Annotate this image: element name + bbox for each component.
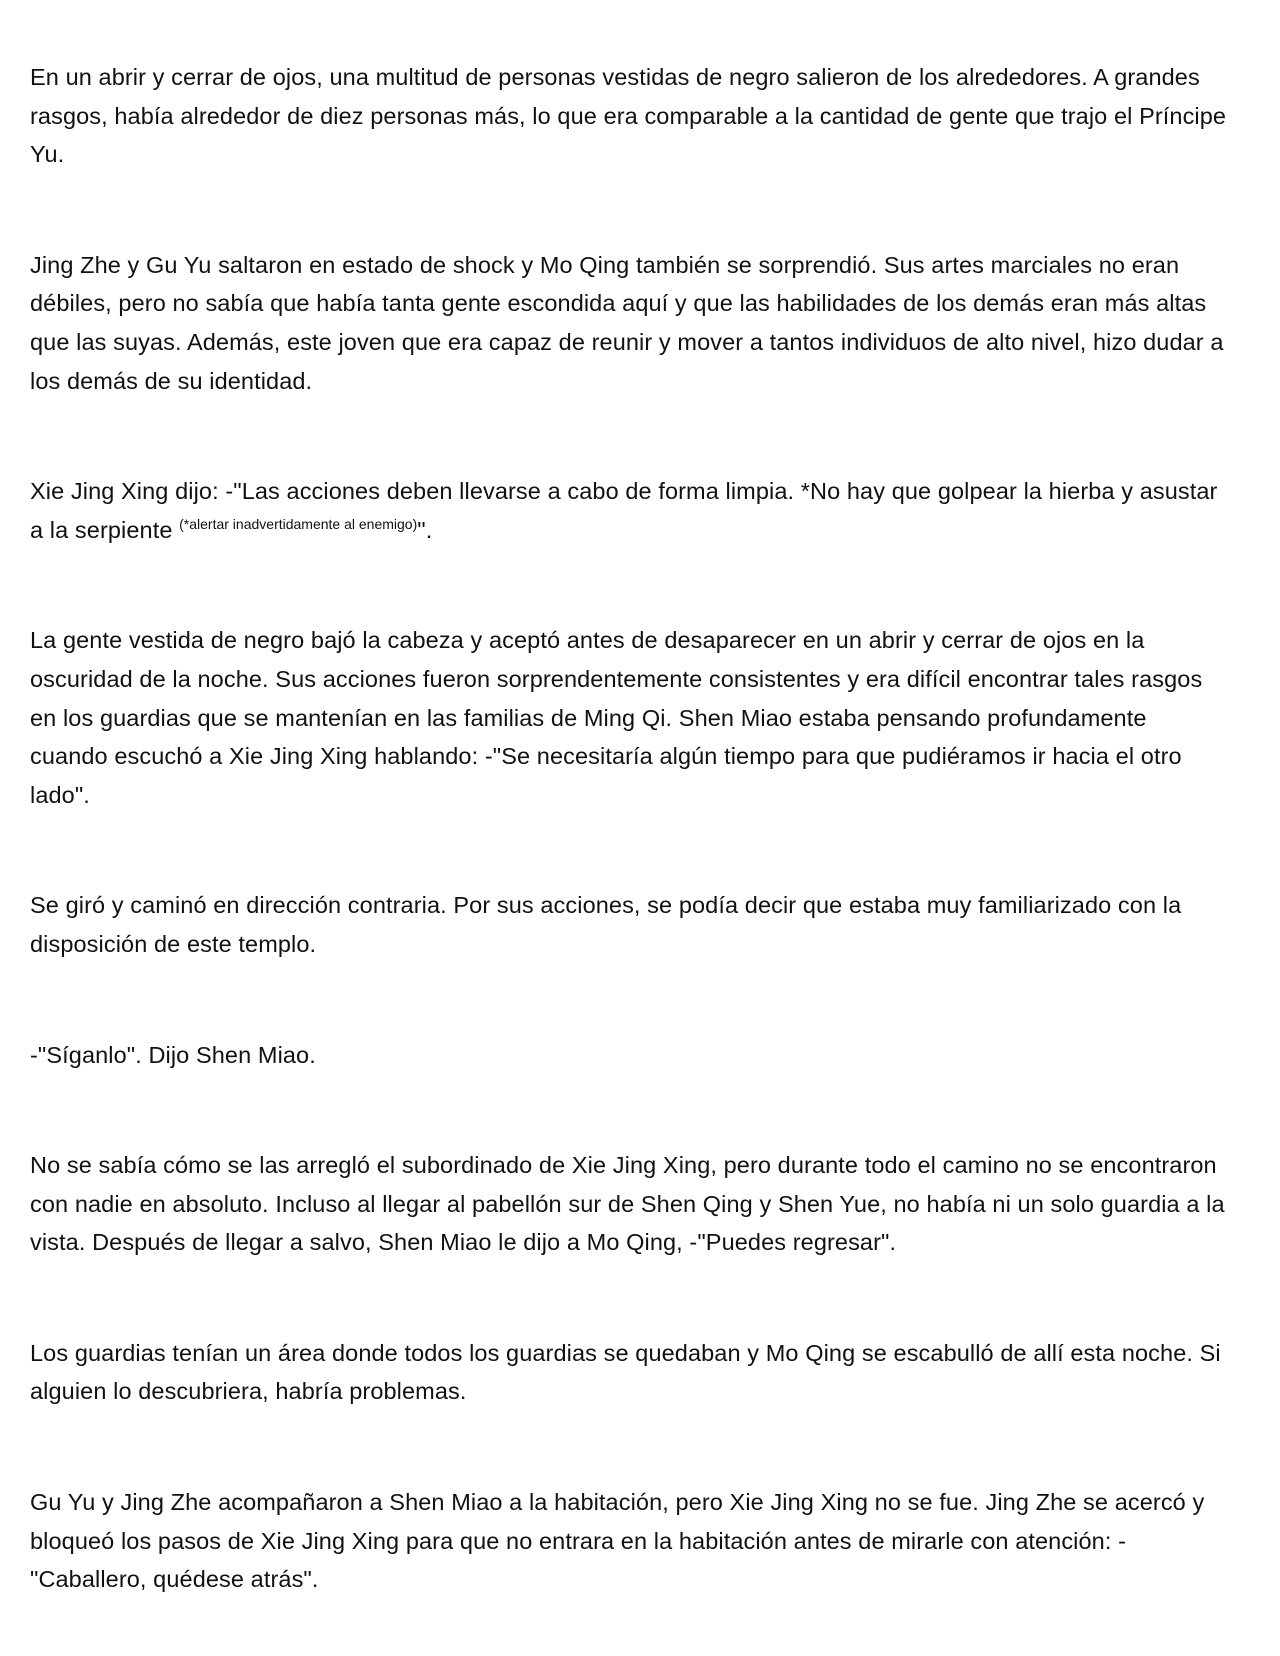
quote-ending: ". — [417, 516, 433, 543]
paragraph-spacer — [30, 174, 1230, 246]
paragraph-spacer — [30, 964, 1230, 1036]
paragraph-8: Los guardias tenían un área donde todos los guardias se quedaban y Mo Qing se escabulló de allí esta noche. Si alguien lo descubriera, habría problemas. — [30, 1339, 1221, 1405]
paragraph-7: No se sabía cómo se las arregló el subordinado de Xie Jing Xing, pero durante todo el camino no se encontraron con nadie en absoluto. Incluso al llegar al pabellón sur de Shen Qing y Shen Yue, no había ni un solo guardia a la vista. Después de llegar a salvo, Shen Miao le dijo a Mo Qing, -"Puedes regresar". — [30, 1152, 1225, 1256]
paragraph-2: Jing Zhe y Gu Yu saltaron en estado de shock y Mo Qing también se sorprendió. Sus artes marciales no eran débiles, pero no sabía que había tanta gente escondida aquí y que las habilidades de los demás eran más altas que las suyas. Además, este joven que era capaz de reunir y mover a tantos individuos de alto nivel, hizo dudar a los demás de su identidad. — [30, 251, 1224, 394]
paragraph-3 — [30, 472, 1230, 549]
paragraph-6: -"Síganlo". Dijo Shen Miao. — [30, 1041, 316, 1068]
paragraph-4: La gente vestida de negro bajó la cabeza y aceptó antes de desaparecer en un abrir y cerrar de ojos en la oscuridad de la noche. Sus acciones fueron sorprendentemente consistentes y era difícil encontrar tales rasgos en los guardias que se mantenían en las familias de Ming Qi. Shen Miao estaba pensando profundamente cuando escuchó a Xie Jing Xing hablando: -"Se necesitaría algún tiempo para que pudiéramos ir hacia el otro lado". — [30, 627, 1203, 808]
paragraph-spacer — [30, 400, 1230, 472]
paragraph-9: Gu Yu y Jing Zhe acompañaron a Shen Miao a la habitación, pero Xie Jing Xing no se fue. Jing Zhe se acercó y bloqueó los pasos de Xie Jing Xing para que no entrara en la habitación antes de mirarle con atención: -"Caballero, quédese atrás". — [30, 1489, 1205, 1593]
quote-text: Xie Jing Xing dijo: -"Las acciones deben llevarse a cabo de forma limpia. *No hay que golpear la hierba y asustar a la serpiente — [30, 478, 1218, 543]
footnote: (*alertar inadvertidamente al enemigo) — [179, 515, 418, 532]
paragraph-spacer — [30, 1074, 1230, 1146]
paragraph-spacer — [30, 814, 1230, 886]
paragraph-5: Se giró y caminó en dirección contraria. Por sus acciones, se podía decir que estaba muy familiarizado con la disposición de este templo. — [30, 892, 1182, 957]
paragraph-spacer — [30, 1411, 1230, 1483]
paragraph-spacer — [30, 1262, 1230, 1334]
paragraph-1: En un abrir y cerrar de ojos, una multitud de personas vestidas de negro salieron de los alrededores. A grandes rasgos, había alrededor de diez personas más, lo que era comparable a la cantidad de gente que trajo el Príncipe Yu. — [30, 64, 1227, 168]
paragraph-spacer — [30, 549, 1230, 621]
